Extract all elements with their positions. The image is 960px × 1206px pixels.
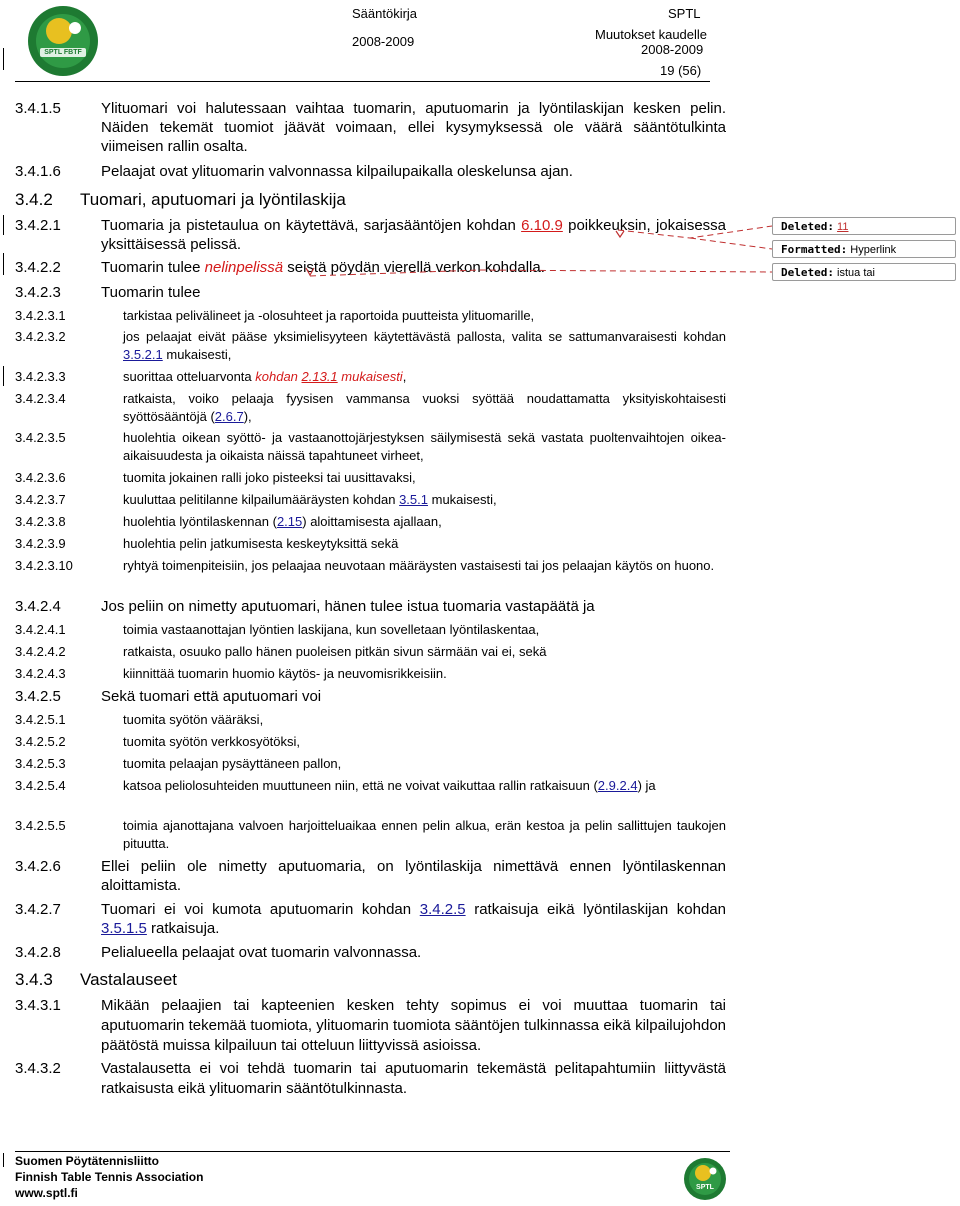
section-text xyxy=(101,900,726,938)
comment-balloon-deleted[interactable] xyxy=(772,217,956,235)
footer-logo xyxy=(683,1157,727,1201)
balloon-value: 11 xyxy=(837,221,849,233)
heading-number: 3.4.3 xyxy=(15,970,53,989)
section-text: Vastalausetta ei voi tehdä tuomarin tai aputuomarin tekemästä pelitapahtumiin liittyvästä ratkaisusta eikä ylituomarin sääntötulkinnasta. xyxy=(101,1060,726,1097)
section-number: 3.4.2.4.3 xyxy=(15,666,66,681)
connector-deleted-11 xyxy=(618,226,772,238)
header-org: SPTL xyxy=(668,6,701,21)
section-number: 3.4.2.8 xyxy=(15,944,61,961)
section-text: tuomita syötön vääräksi, xyxy=(123,712,264,727)
heading-title: Vastalauseet xyxy=(80,970,178,989)
section-text: toimia vastaanottajan lyöntien laskijana, kun sovelletaan lyöntilaskentaa, xyxy=(123,622,540,637)
section-text: toimia ajanottajana valvoen harjoitteluaikaa ennen pelin alkua, erän kestoa ja pelin sallittujen taukojen pituutta. xyxy=(123,818,726,851)
section-text: huolehtia pelin jatkumisesta keskeytyksittä sekä xyxy=(123,536,399,551)
header-changes: Muutokset kaudelle xyxy=(595,27,708,42)
section-text: Sekä tuomari että aputuomari voi xyxy=(101,688,322,705)
section-number: 3.4.2.3.9 xyxy=(15,536,66,551)
section-number: 3.4.1.6 xyxy=(15,163,61,180)
section-number: 3.4.2.5.2 xyxy=(15,734,66,749)
balloon-value: Hyperlink xyxy=(850,244,897,256)
text-part: ratkaista, voiko pelaaja fyysisen vammansa vuoksi syöttää noudattamatta yksityiskohtaisesti syöttösääntöjä ( xyxy=(123,391,726,424)
balloon-key: Formatted: xyxy=(781,243,848,256)
text-part: mukaisesti, xyxy=(428,492,497,507)
caret-mark xyxy=(616,231,624,237)
connector-deleted-istua xyxy=(310,270,772,276)
text-part: kuuluttaa pelitilanne kilpailumääräysten kohdan xyxy=(123,492,400,507)
balloon-value: istua tai xyxy=(837,267,875,279)
inserted-text: mukaisesti xyxy=(337,369,403,384)
text-part: poikkeuksin, jokaisessa yksittäisessä pelissä. xyxy=(101,217,726,253)
section-number: 3.4.2.3.7 xyxy=(15,492,66,507)
section-number: 3.4.2.4 xyxy=(15,598,61,615)
header-page-number: 19 (56) xyxy=(660,63,702,78)
comment-balloon-deleted-istua[interactable] xyxy=(772,263,956,281)
section-number: 3.4.2.3 xyxy=(15,284,61,301)
section-number: 3.4.2.2 xyxy=(15,259,61,276)
section-link[interactable]: 2.15 xyxy=(276,514,303,529)
section-number: 3.4.1.5 xyxy=(15,100,61,117)
balloon-key: Deleted: xyxy=(781,266,834,279)
section-number: 3.4.2.3.1 xyxy=(15,308,66,323)
section-text: Pelaajat ovat ylituomarin valvonnassa kilpailupaikalla oleskelunsa ajan. xyxy=(101,163,573,180)
footer-website[interactable]: www.sptl.fi xyxy=(15,1186,78,1200)
heading-number: 3.4.2 xyxy=(15,190,53,209)
comment-balloon-formatted[interactable] xyxy=(772,240,956,258)
balloon-key: Deleted: xyxy=(781,220,834,233)
text-part: , xyxy=(402,369,407,384)
text-part: huolehtia lyöntilaskennan ( xyxy=(123,514,277,529)
text-part: Tuomari ei voi kumota aputuomarin kohdan xyxy=(101,901,420,918)
section-number: 3.4.2.3.6 xyxy=(15,470,66,485)
section-number: 3.4.2.4.2 xyxy=(15,644,66,659)
text-part: ), xyxy=(243,409,252,424)
section-link[interactable]: 3.4.2.5 xyxy=(419,901,466,918)
section-text xyxy=(123,491,726,509)
section-text xyxy=(123,777,726,795)
section-text: kiinnittää tuomarin huomio käytös- ja neuvomisrikkeisiin. xyxy=(123,666,447,681)
text-part: jos pelaajat eivät pääse yksimielisyyteen käytettävästä pallosta, valita se sattumanvaraisesti kohdan xyxy=(123,329,726,344)
section-number: 3.4.2.6 xyxy=(15,858,61,875)
section-number: 3.4.2.5.4 xyxy=(15,778,66,793)
section-number: 3.4.2.4.1 xyxy=(15,622,66,637)
inserted-link[interactable]: 2.13.1 xyxy=(301,369,338,384)
section-text: Tuomarin tulee xyxy=(101,284,201,301)
section-text: tuomita syötön verkkosyötöksi, xyxy=(123,734,301,749)
section-text: ratkaista, osuuko pallo hänen puoleisen pitkän sivun särmään vai ei, sekä xyxy=(123,644,547,659)
section-number: 3.4.2.5.1 xyxy=(15,712,66,727)
text-part: suorittaa otteluarvonta xyxy=(123,369,256,384)
header-logo-text: SPTL FBTF xyxy=(44,49,82,56)
section-link[interactable]: 2.9.2.4 xyxy=(597,778,638,793)
section-number: 3.4.2.5 xyxy=(15,688,61,705)
section-number: 3.4.2.3.8 xyxy=(15,514,66,529)
section-text: Pelialueella pelaajat ovat tuomarin valvonnassa. xyxy=(101,944,422,961)
text-part: ratkaisuja eikä lyöntilaskijan kohdan xyxy=(465,901,726,918)
section-text: Mikään pelaajien tai kapteenien kesken tehty sopimus ei voi muuttaa tuomarin tai aputuomarin tekemää tuomiota, ylituomarin tuomiota sääntöjen tulkinnassa eikä kilpailujohdon päätöstä muissa kilpailuun tai otteluun liittyvissä asioissa. xyxy=(101,997,726,1054)
text-part: katsoa peliolosuhteiden muuttuneen niin, että ne voivat vaikuttaa rallin ratkaisuun ( xyxy=(123,778,598,793)
section-number: 3.4.2.3.2 xyxy=(15,329,66,344)
section-number: 3.4.2.3.5 xyxy=(15,430,66,445)
section-number: 3.4.3.2 xyxy=(15,1060,61,1077)
section-text: Ellei peliin ole nimetty aputuomaria, on lyöntilaskija nimettävä ennen lyöntilaskennan aloittamista. xyxy=(101,858,726,894)
text-part: ) aloittamisesta ajallaan, xyxy=(302,514,442,529)
section-link[interactable]: 3.5.1 xyxy=(399,492,428,507)
footer-logo-text: SPTL xyxy=(696,1184,714,1191)
section-text: Jos peliin on nimetty aputuomari, hänen tulee istua tuomaria vastapäätä ja xyxy=(101,598,595,615)
heading-title: Tuomari, aputuomari ja lyöntilaskija xyxy=(80,190,346,209)
section-text xyxy=(123,390,726,426)
text-part: seistä pöydän vierellä verkon kohdalla. xyxy=(283,259,545,276)
section-text: tarkistaa pelivälineet ja -olosuhteet ja raportoida puutteista ylituomarille, xyxy=(123,308,535,323)
section-text xyxy=(123,328,726,364)
inserted-text: nelinpelissä xyxy=(204,259,284,276)
section-link[interactable]: 3.5.1.5 xyxy=(101,920,147,937)
footer-org-fi: Suomen Pöytätennisliitto xyxy=(15,1154,160,1168)
inserted-text: kohdan xyxy=(255,369,302,384)
connector-hyperlink xyxy=(690,238,772,249)
section-number: 3.4.2.5.3 xyxy=(15,756,66,771)
section-text: tuomita jokainen ralli joko pisteeksi tai uusittavaksi, xyxy=(123,470,416,485)
section-number: 3.4.2.7 xyxy=(15,901,61,918)
text-part: Tuomaria ja pistetaulua on käytettävä, sarjasääntöjen kohdan xyxy=(101,217,522,234)
section-number: 3.4.2.3.10 xyxy=(15,558,73,573)
section-text: ryhtyä toimenpiteisiin, jos pelaajaa neuvotaan määräysten vastaisesti tai jos pelaajan käytös on huono. xyxy=(123,558,715,573)
text-part: ) ja xyxy=(637,778,656,793)
section-text xyxy=(123,368,726,386)
section-number: 3.4.2.5.5 xyxy=(15,818,66,833)
text-part: Tuomarin tulee xyxy=(101,259,205,276)
section-number: 3.4.2.3.3 xyxy=(15,369,66,384)
section-number: 3.4.2.1 xyxy=(15,217,61,234)
footer-org-en: Finnish Table Tennis Association xyxy=(15,1170,204,1184)
text-part: mukaisesti, xyxy=(162,347,232,362)
section-text: Ylituomari voi halutessaan vaihtaa tuomarin, aputuomarin ja lyöntilaskijan kesken pelin. Näiden tekemät tuomiot jäävät voimaan, ellei kysymyksessä ole väärä sääntötulkinta viimeisen rallin osalta. xyxy=(101,100,726,155)
caret-mark xyxy=(306,268,314,275)
footer-rule xyxy=(15,1151,730,1152)
section-text: tuomita pelaajan pysäyttäneen pallon, xyxy=(123,756,342,771)
inserted-text[interactable]: 6.10.9 xyxy=(521,217,563,234)
section-text xyxy=(123,513,726,531)
text-part: ratkaisuja. xyxy=(146,920,220,937)
header-doc-title: Sääntökirja xyxy=(352,6,418,21)
header-changes-season: 2008-2009 xyxy=(641,42,704,57)
section-number: 3.4.2.3.4 xyxy=(15,391,66,406)
change-bar xyxy=(3,1153,4,1167)
section-number: 3.4.3.1 xyxy=(15,997,61,1014)
header-season: 2008-2009 xyxy=(352,34,415,49)
change-bar xyxy=(3,366,4,386)
section-link[interactable]: 3.5.2.1 xyxy=(123,347,163,362)
section-text: huolehtia oikean syöttö- ja vastaanottojärjestyksen säilymisestä sekä vastata puoltenvaihtojen oikea-aikaisuudesta ja oikaista näissä tapahtuneet virheet, xyxy=(123,430,726,463)
section-link[interactable]: 2.6.7 xyxy=(214,409,244,424)
